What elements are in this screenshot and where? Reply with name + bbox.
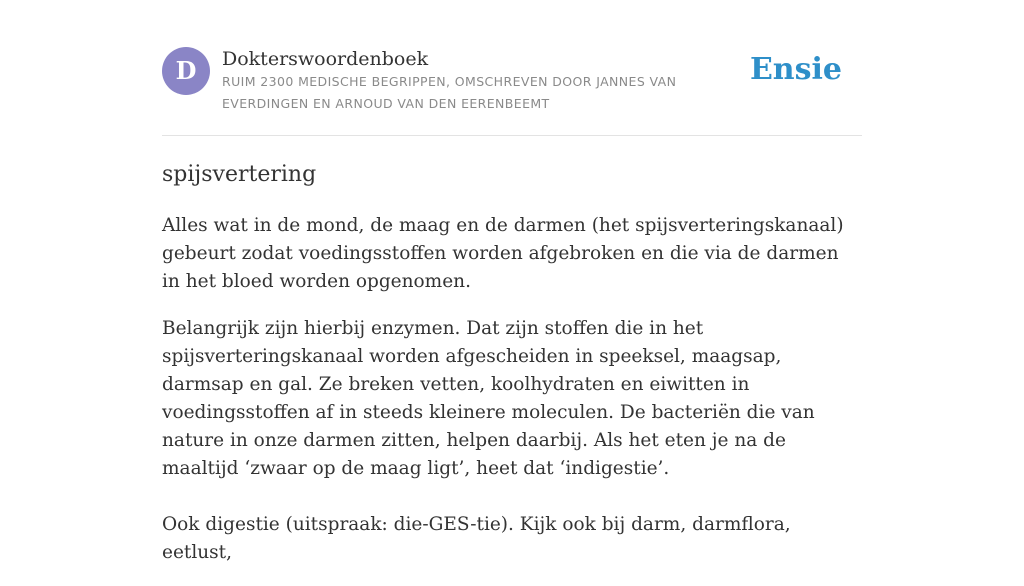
header-divider [162, 135, 862, 136]
entry-term: spijsvertering [162, 162, 317, 187]
ensie-logo[interactable]: Ensie [749, 52, 842, 87]
source-avatar[interactable]: D [162, 47, 210, 95]
entry-definition [162, 212, 862, 586]
definition-paragraph: Ook digestie (uitspraak: die-GES-tie). Kijk ook bij darm, darmflora, eetlust, [162, 514, 791, 563]
source-header [162, 46, 862, 136]
definition-paragraph: Belangrijk zijn hierbij enzymen. Dat zijn stoffen die in het spijsverteringskanaal worden afgescheiden in speeksel, maagsap, darmsap en gal. Ze breken vetten, koolhydraten en eiwitten in voedingsstoffen af in steeds kleinere moleculen. De bacteriën die van nature in onze darmen zitten, helpen daarbij. Als het eten je na de maaltijd ‘zwaar op de maag ligt’, heet dat ‘indigestie’. [162, 318, 815, 479]
source-subtitle: RUIM 2300 MEDISCHE BEGRIPPEN, OMSCHREVEN DOOR JANNES VAN EVERDINGEN EN ARNOUD VAN DEN EERENBEEMT [222, 74, 677, 111]
source-title-link[interactable]: Dokterswoordenboek [222, 48, 429, 70]
definition-paragraph: Alles wat in de mond, de maag en de darmen (het spijsverteringskanaal) gebeurt zodat voedingsstoffen worden afgebroken en die via de darmen in het bloed worden opgenomen. [162, 215, 844, 292]
